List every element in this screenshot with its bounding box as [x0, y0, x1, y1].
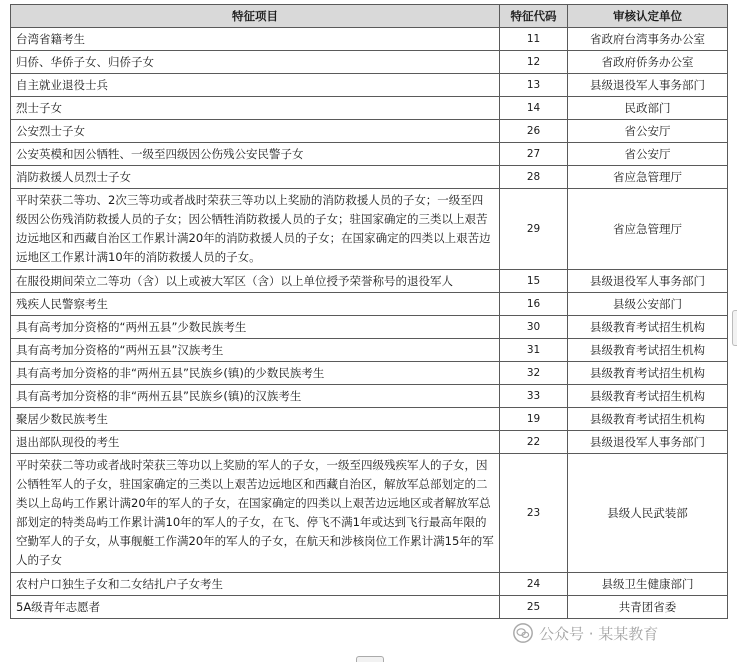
row-unit: 县级教育考试招生机构	[568, 408, 728, 431]
table-row	[11, 120, 728, 143]
row-unit: 县级人民武装部	[568, 454, 728, 573]
row-item: 消防救援人员烈士子女	[11, 166, 500, 189]
watermark-text: 公众号 · 某某教育	[539, 624, 659, 643]
header-feature-code: 特征代码	[500, 5, 568, 28]
row-item: 5A级青年志愿者	[11, 596, 500, 619]
row-item: 台湾省籍考生	[11, 28, 500, 51]
row-code: 13	[500, 74, 568, 97]
header-feature-item: 特征项目	[11, 5, 500, 28]
row-code: 11	[500, 28, 568, 51]
row-unit: 县级教育考试招生机构	[568, 316, 728, 339]
table-row	[11, 573, 728, 596]
row-code: 24	[500, 573, 568, 596]
row-item: 聚居少数民族考生	[11, 408, 500, 431]
row-code: 14	[500, 97, 568, 120]
bottom-scroll-handle[interactable]	[356, 656, 384, 662]
table-row	[11, 408, 728, 431]
row-item: 烈士子女	[11, 97, 500, 120]
row-item: 在服役期间荣立二等功（含）以上或被大军区（含）以上单位授予荣誉称号的退役军人	[11, 270, 500, 293]
row-code: 28	[500, 166, 568, 189]
row-item: 农村户口独生子女和二女结扎户子女考生	[11, 573, 500, 596]
table-row	[11, 362, 728, 385]
row-code: 23	[500, 454, 568, 573]
side-scroll-handle[interactable]	[732, 310, 737, 346]
row-item: 具有高考加分资格的“两州五县”汉族考生	[11, 339, 500, 362]
table-row	[11, 431, 728, 454]
row-item: 残疾人民警察考生	[11, 293, 500, 316]
row-unit: 县级退役军人事务部门	[568, 74, 728, 97]
row-unit: 县级退役军人事务部门	[568, 431, 728, 454]
row-unit: 县级教育考试招生机构	[568, 362, 728, 385]
row-unit: 县级教育考试招生机构	[568, 339, 728, 362]
table-row	[11, 385, 728, 408]
row-item: 退出部队现役的考生	[11, 431, 500, 454]
table-row	[11, 166, 728, 189]
row-unit: 省政府侨务办公室	[568, 51, 728, 74]
row-unit: 民政部门	[568, 97, 728, 120]
table-row	[11, 270, 728, 293]
row-code: 30	[500, 316, 568, 339]
row-unit: 省应急管理厅	[568, 189, 728, 270]
row-code: 15	[500, 270, 568, 293]
row-item: 平时荣获二等功或者战时荣获三等功以上奖励的军人的子女，一级至四级残疾军人的子女，因公牺牲军人的子女，驻国家确定的三类以上艰苦边远地区和西藏自治区，解放军总部划定的二类以上岛屿工作累计满20年的军人的子女，在国家确定的四类以上艰苦边远地区或者解放军总部划定的特类岛屿工作累计满10年的军人的子女，在飞、停飞不满1年或达到飞行最高年限的空勤军人的子女，从事舰艇工作满20年的军人的子女，在航天和涉核岗位工作累计满15年的军人的子女	[11, 454, 500, 573]
row-code: 16	[500, 293, 568, 316]
row-unit: 省公安厅	[568, 120, 728, 143]
table-row	[11, 316, 728, 339]
table-row	[11, 51, 728, 74]
row-item: 具有高考加分资格的非“两州五县”民族乡(镇)的汉族考生	[11, 385, 500, 408]
table-row	[11, 189, 728, 270]
row-unit: 县级教育考试招生机构	[568, 385, 728, 408]
table-row	[11, 28, 728, 51]
row-code: 19	[500, 408, 568, 431]
table-row	[11, 454, 728, 573]
row-unit: 县级退役军人事务部门	[568, 270, 728, 293]
table-row	[11, 293, 728, 316]
row-item: 平时荣获二等功、2次三等功或者战时荣获三等功以上奖励的消防救援人员的子女；一级至四级因公伤残消防救援人员的子女；因公牺牲消防救援人员的子女；驻国家确定的三类以上艰苦边远地区和西藏自治区工作累计满20年的消防救援人员的子女；在国家确定的四类以上艰苦边远地区工作累计满10年的消防救援人员的子女。	[11, 189, 500, 270]
special-feature-table	[10, 4, 728, 619]
row-code: 22	[500, 431, 568, 454]
row-item: 归侨、华侨子女、归侨子女	[11, 51, 500, 74]
table-row	[11, 97, 728, 120]
row-code: 33	[500, 385, 568, 408]
row-unit: 省应急管理厅	[568, 166, 728, 189]
row-code: 32	[500, 362, 568, 385]
row-item: 具有高考加分资格的非“两州五县”民族乡(镇)的少数民族考生	[11, 362, 500, 385]
row-code: 12	[500, 51, 568, 74]
row-code: 26	[500, 120, 568, 143]
table-header-row	[11, 5, 728, 28]
row-item: 自主就业退役士兵	[11, 74, 500, 97]
row-item: 具有高考加分资格的“两州五县”少数民族考生	[11, 316, 500, 339]
row-unit: 县级卫生健康部门	[568, 573, 728, 596]
row-code: 29	[500, 189, 568, 270]
row-item: 公安英模和因公牺牲、一级至四级因公伤残公安民警子女	[11, 143, 500, 166]
row-code: 31	[500, 339, 568, 362]
row-unit: 共青团省委	[568, 596, 728, 619]
row-unit: 省公安厅	[568, 143, 728, 166]
row-code: 27	[500, 143, 568, 166]
wechat-icon	[512, 622, 534, 644]
row-code: 25	[500, 596, 568, 619]
table-row	[11, 596, 728, 619]
table-row	[11, 339, 728, 362]
header-review-unit: 审核认定单位	[568, 5, 728, 28]
row-unit: 县级公安部门	[568, 293, 728, 316]
row-item: 公安烈士子女	[11, 120, 500, 143]
row-unit: 省政府台湾事务办公室	[568, 28, 728, 51]
wechat-watermark	[512, 620, 658, 646]
table-row	[11, 74, 728, 97]
table-row	[11, 143, 728, 166]
